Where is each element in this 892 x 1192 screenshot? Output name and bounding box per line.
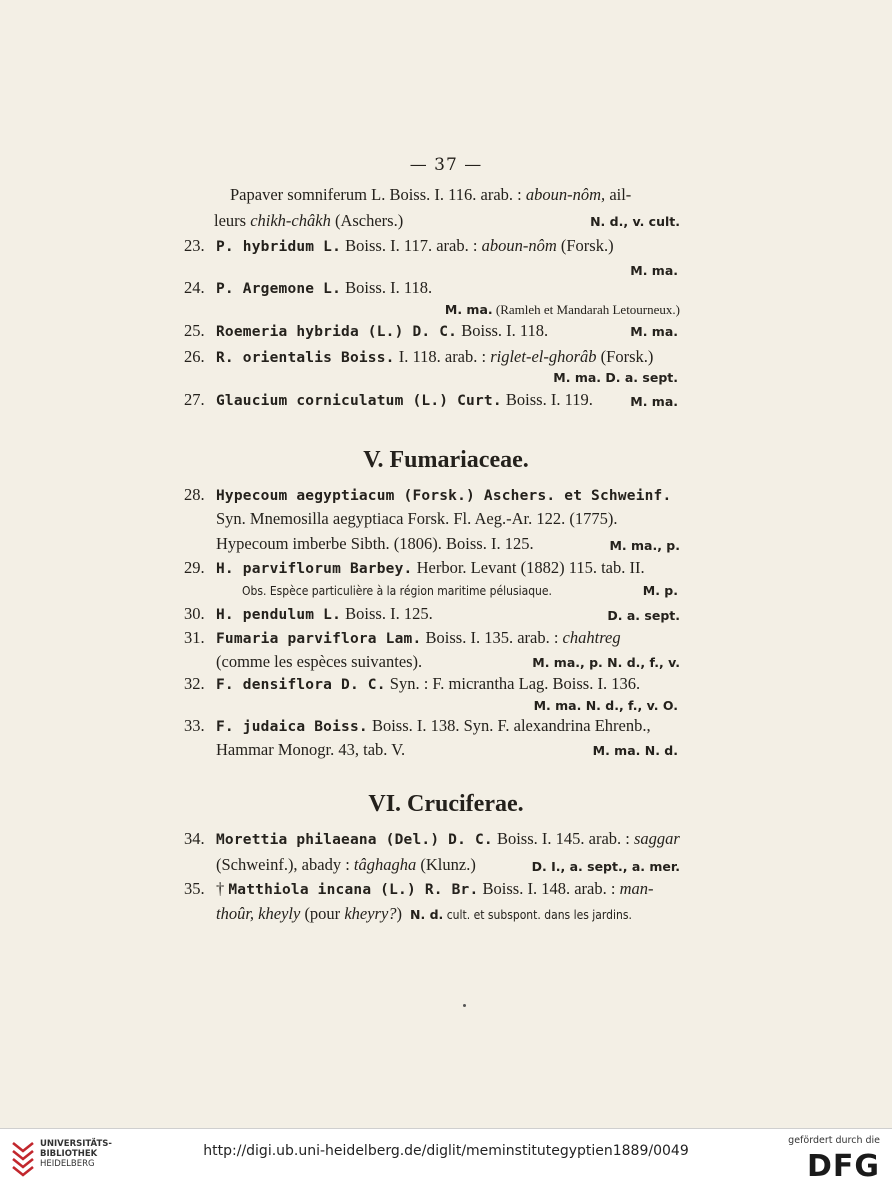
reference: Boiss. I. 118. [457,321,549,340]
reference: Boiss. I. 117. arab. : [341,236,482,255]
arabic-name: tâghagha [353,855,417,874]
entry-34-line2 [216,854,476,876]
entry-31 [184,627,621,650]
entry-number: 29. [184,558,205,577]
reference-cont: (Forsk.) [556,236,614,255]
entry-number: 26. [184,347,205,366]
funder-label: gefördert durch die [788,1135,880,1146]
reference-cont: ail- [605,185,632,204]
entry-35 [184,878,654,901]
entry-number: 27. [184,390,205,409]
entry-number: 32. [184,674,205,693]
entry-number: 31. [184,628,205,647]
text: (Schweinf.), abady : [216,855,354,874]
reference: Boiss. I. 118. [341,278,433,297]
text: (pour [300,904,345,923]
footer-bar [0,1128,892,1192]
reference: Boiss. I. 116. arab. : [385,185,526,204]
section-heading-fumariaceae: V. Fumariaceae. [363,447,529,473]
distribution-tag: M. p. [642,583,678,598]
entry-number: 25. [184,321,205,340]
entry-number: 24. [184,278,205,297]
species-name: Fumaria parviflora Lam. [216,631,422,647]
arabic-name: chikh-châkh [250,211,331,230]
entry-number: 30. [184,604,205,623]
entry-30 [184,603,433,626]
species-name: Matthiola incana (L.) R. Br. [228,882,479,898]
distribution-tag: M. ma., p. [609,538,680,553]
distribution-tag: M. ma. [630,263,678,278]
reference: Boiss. I. 138. Syn. F. alexandrina Ehrenb., [367,716,651,735]
entry-26 [184,346,653,369]
arabic-name: thoûr, kheyly [216,904,301,923]
cultivated-marker: † [216,879,229,898]
entry-number: 28. [184,485,205,504]
note: cult. et subspont. dans les jardins. [443,908,632,922]
arabic-name: aboun-nôm [481,236,557,255]
distribution-tag: M. ma. [630,324,678,339]
entry-number: 35. [184,879,205,898]
observation-note: Obs. Espèce particulière à la région maritime pélusiaque. [242,584,552,598]
entry-27 [184,389,593,412]
species-name: P. Argemone L. [216,281,342,297]
reference: I. 118. arab. : [394,347,491,366]
entry-35-line2 [216,903,632,926]
entry-34 [184,828,680,851]
reference: Boiss. I. 125. [341,604,433,623]
entry-25 [184,320,548,343]
distribution-tag: M. ma. [630,394,678,409]
distribution-tag: M. ma., p. N. d., f., v. [532,655,680,670]
entry-papaver-somniferum [230,184,631,206]
library-line: BIBLIOTHEK [40,1149,98,1159]
text: leurs [214,211,251,230]
entry-number: 34. [184,829,205,848]
arabic-name: aboun-nôm, [525,185,606,204]
species-name: H. pendulum L. [216,607,342,623]
distribution-tag: M. ma. [444,302,493,317]
entry-number: 33. [184,716,205,735]
distribution-tag: N. d., v. cult. [590,214,680,229]
reference: Boiss. I. 145. arab. : [492,829,634,848]
distribution-tag: N. d. [410,907,444,922]
source-url-link[interactable]: http://digi.ub.uni-heidelberg.de/diglit/meminstitutegyptien1889/0049 [203,1143,689,1159]
arabic-name: saggar [633,829,680,848]
page-number: — 37 — [409,155,483,175]
entry-28 [184,484,671,507]
library-line: HEIDELBERG [40,1159,95,1169]
distribution-tag: D. I., a. sept., a. mer. [531,859,680,874]
text: (Klunz.) [416,855,476,874]
species-name: Glaucium corniculatum (L.) Curt. [216,393,502,409]
text: ) [396,904,403,923]
distribution-note [445,299,680,321]
species-name: F. judaica Boiss. [216,719,368,735]
arabic-name: chahtreg [562,628,621,647]
arabic-name: riglet-el-ghorâb [490,347,597,366]
distribution-tag: D. a. sept. [607,608,680,623]
speck [463,1004,466,1007]
section-heading-cruciferae: VI. Cruciferae. [368,791,524,817]
reference: Herbor. Levant (1882) 115. tab. II. [412,558,645,577]
species-name: Roemeria hybrida (L.) D. C. [216,324,458,340]
entry-31-line2: (comme les espèces suivantes). [216,652,423,671]
note: (Ramleh et Mandarah Letourneux.) [492,302,680,317]
reference: Boiss. I. 119. [501,390,593,409]
reference: Boiss. I. 135. arab. : [421,628,563,647]
entry-33 [184,715,651,738]
distribution-tag: M. ma. D. a. sept. [553,370,678,385]
species-name: H. parviflorum Barbey. [216,561,413,577]
species-name: Papaver somniferum L. [230,185,386,204]
entry-28-line3: Hypecoum imberbe Sibth. (1806). Boiss. I. 125. [216,534,534,553]
entry-33-line2: Hammar Monogr. 43, tab. V. [216,740,406,759]
species-name: P. hybridum L. [216,239,342,255]
entry-papaver-somniferum-line2 [214,210,403,232]
library-line: UNIVERSITÄTS- [40,1139,112,1149]
entry-32 [184,673,640,696]
species-name: Hypecoum aegyptiacum (Forsk.) Aschers. et Schweinf. [216,488,672,504]
dfg-logo: DFG [806,1149,880,1184]
reference-cont: (Forsk.) [596,347,654,366]
entry-24 [184,277,432,300]
entry-28-synonym: Syn. Mnemosilla aegyptiaca Forsk. Fl. Aeg.-Ar. 122. (1775). [216,509,618,528]
reference: Boiss. I. 148. arab. : [478,879,620,898]
species-name: F. densiflora D. C. [216,677,386,693]
entry-29 [184,557,645,580]
entry-23 [184,235,614,258]
reference: Syn. : F. micrantha Lag. Boiss. I. 136. [385,674,641,693]
distribution-tag: M. ma. N. d., f., v. O. [533,698,678,713]
arabic-name: kheyry? [344,904,397,923]
entry-number: 23. [184,236,205,255]
species-name: R. orientalis Boiss. [216,350,395,366]
distribution-tag: M. ma. N. d. [592,743,678,758]
text: (Aschers.) [330,211,404,230]
species-name: Morettia philaeana (Del.) D. C. [216,832,493,848]
arabic-name: man- [619,879,654,898]
